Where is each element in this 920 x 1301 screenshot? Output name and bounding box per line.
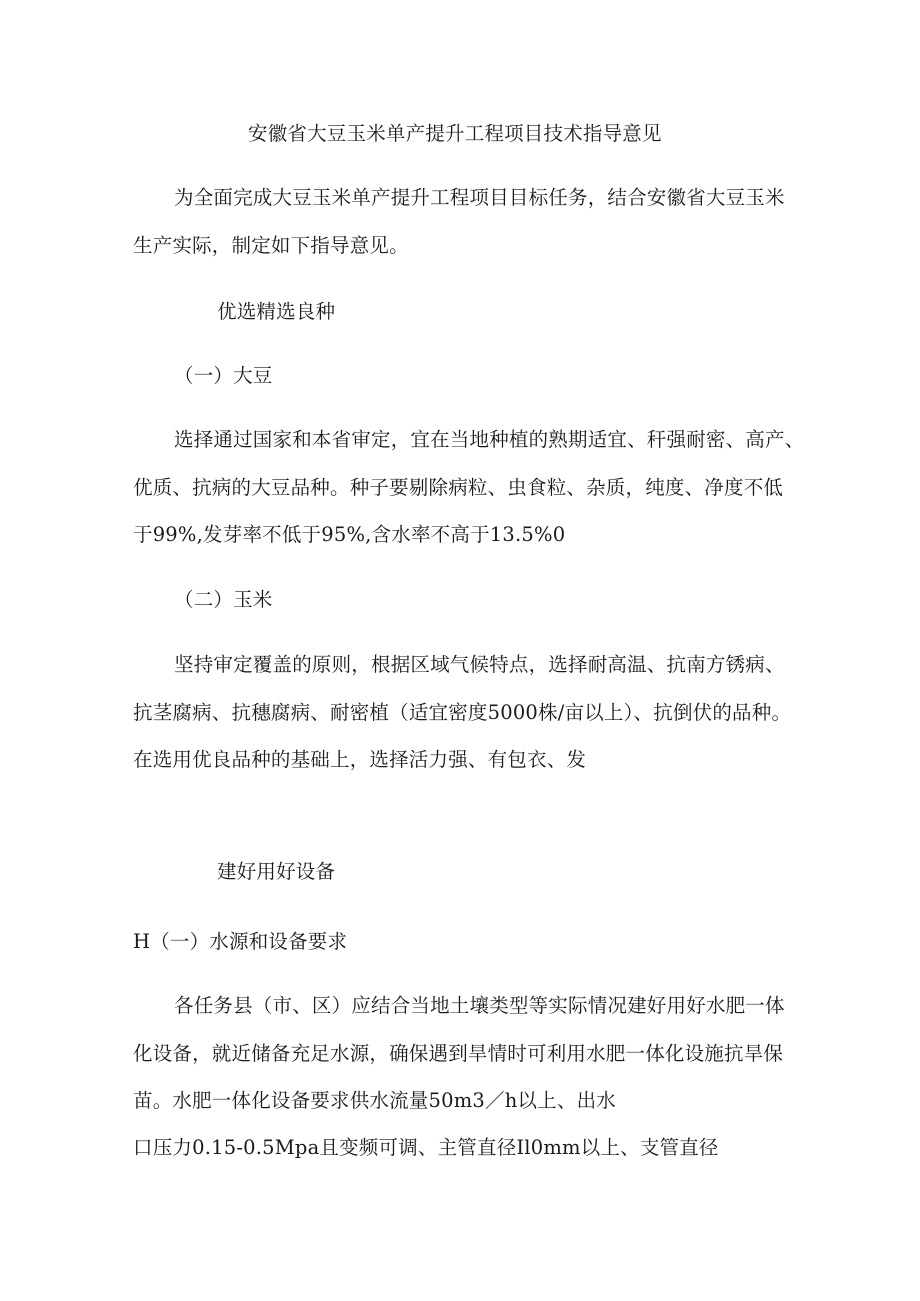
water-paragraph-line: 各任务县（市、区）应结合当地土壤类型等实际情况建好用好水肥一体 (174, 994, 785, 1017)
intro-paragraph-line: 为全面完成大豆玉米单产提升工程项目目标任务，结合安徽省大豆玉米 (174, 186, 785, 209)
section-heading-equipment: 建好用好设备 (217, 860, 336, 883)
corn-paragraph-line: 在选用优良品种的基础上，选择活力强、有包衣、发 (133, 748, 587, 771)
subsection-heading-soybean: （一）大豆 (174, 364, 273, 387)
corn-paragraph-line: 抗茎腐病、抗穗腐病、耐密植（适宜密度5000株/亩以上）、抗倒伏的品种。 (133, 701, 792, 724)
water-paragraph-line: 苗。水肥一体化设备要求供水流量50m3／h以上、出水 (133, 1089, 616, 1112)
intro-paragraph-line: 生产实际，制定如下指导意见。 (133, 234, 409, 257)
section-heading-seed-selection: 优选精选良种 (217, 300, 336, 323)
subsection-heading-water-source: H（一）水源和设备要求 (133, 930, 348, 953)
document-title: 安徽省大豆玉米单产提升工程项目技术指导意见 (248, 122, 662, 145)
soybean-paragraph-line: 优质、抗病的大豆品种。种子要剔除病粒、虫食粒、杂质，纯度、净度不低 (133, 476, 784, 499)
water-paragraph-line: 口压力0.15-0.5Mpa且变频可调、主管直径Il0mm以上、支管直径 (133, 1136, 719, 1159)
soybean-paragraph-line: 选择通过国家和本省审定，宜在当地种植的熟期适宜、秆强耐密、高产、 (174, 428, 805, 451)
soybean-paragraph-line: 于99%,发芽率不低于95%,含水率不高于13.5%0 (133, 523, 566, 546)
subsection-heading-corn: （二）玉米 (174, 588, 273, 611)
corn-paragraph-line: 坚持审定覆盖的原则，根据区域气候特点，选择耐高温、抗南方锈病、 (174, 653, 785, 676)
water-paragraph-line: 化设备，就近储备充足水源，确保遇到旱情时可利用水肥一体化设施抗旱保 (133, 1042, 784, 1065)
